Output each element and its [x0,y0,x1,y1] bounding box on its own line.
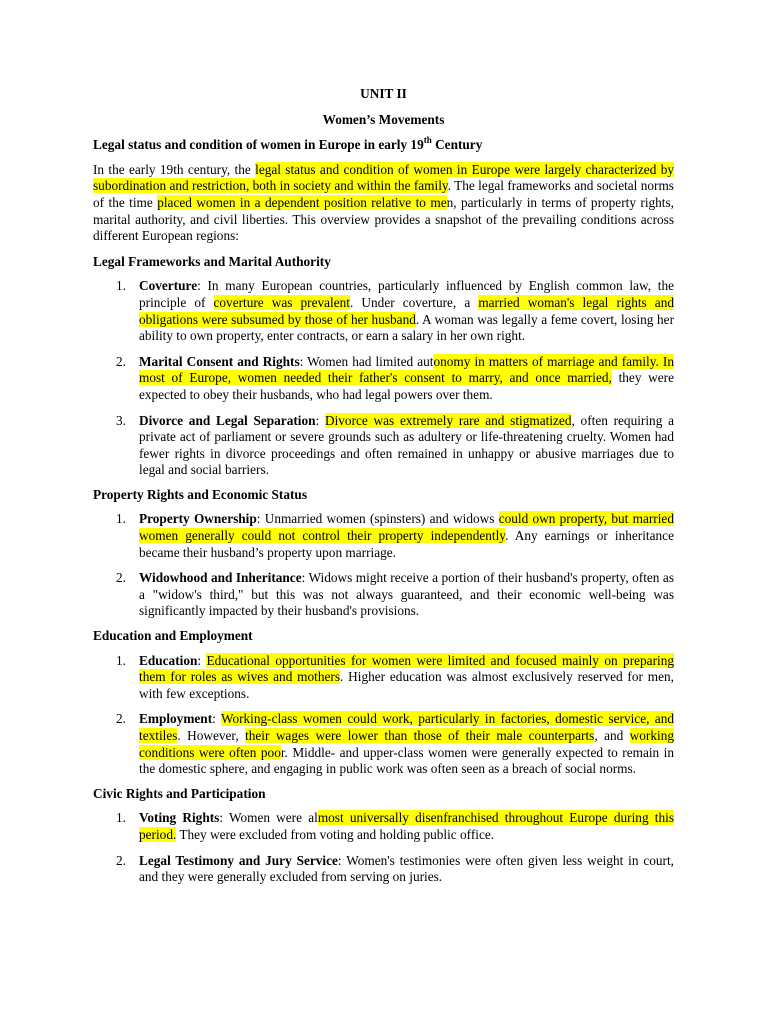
list-number: 1. [116,278,126,294]
list-number: 3. [116,412,126,428]
list-number: 2. [116,852,126,868]
item-text: : Women were al [219,810,318,826]
intro-highlight: legal status and condition of women in Europe were largely characterized by subordination and restriction, both in society and within the family [93,161,674,194]
item-text: . Higher education was almost exclusively reserved for men, with few exceptions. [139,669,674,701]
item-term: Voting Rights [139,810,220,826]
highlighted-text: working conditions were often poo [139,728,674,760]
item-text: . Any earnings or inheritance became their husband’s property upon marriage. [139,528,674,560]
item-text: they were expected to obey their husbands, who had legal powers over them. [139,370,674,402]
list-item [93,354,674,404]
section-heading: Civic Rights and Participation [93,785,266,801]
list-number: 1. [116,652,126,668]
section-heading: Legal Frameworks and Marital Authority [93,253,331,269]
item-text: : [212,711,221,727]
main-heading-text: Legal status and condition of women in Europe in early 19 [93,137,424,153]
list-item [93,653,674,703]
item-term: Divorce and Legal Separation [139,412,316,428]
list-item [93,511,674,561]
item-term: Legal Testimony and Jury Service [139,852,338,868]
main-heading-suffix: Century [431,137,483,153]
item-term: Employment [139,711,213,727]
item-text: : Unmarried women (spinsters) and widows [256,511,499,527]
item-text: : Women's testimonies were often given less weight in court, and they were generally excluded from serving on juries. [139,852,675,885]
item-term: Property Ownership [139,511,257,527]
numbered-list [93,511,674,620]
intro-text: . The legal frameworks and societal norms of the time [93,178,674,210]
list-item [93,853,674,886]
section-heading: Education and Employment [93,628,253,644]
highlighted-text: married woman's legal rights and obligations were subsumed by those of her husband [139,294,675,327]
highlighted-text: Working-class women could work, particularly in factories, domestic service, and textiles [139,711,674,743]
section-heading: Property Rights and Economic Status [93,486,307,502]
item-text: : [315,412,325,428]
item-text: , and [594,728,630,743]
numbered-list [93,810,674,885]
list-item [93,413,674,479]
item-text: : Women had limited aut [299,353,434,369]
intro-paragraph [93,162,674,245]
main-heading-superscript: th [423,134,432,145]
item-text: , often requiring a private act of parliament or severe grounds such as adultery or life-threatening cruelty. Women had fewer rights in divorce proceedings and often remained in unhappy or abusive marriages due to legal and social barriers. [139,412,674,478]
intro-text: n, particularly in terms of property rights, marital authority, and civil liberties. This overview provides a snapshot of the prevailing conditions across different European regions: [93,194,674,244]
highlighted-text: Educational opportunities for women were limited and focused mainly on preparing them for roles as wives and mothers [139,652,674,685]
numbered-list [93,278,674,479]
item-text: : In many European countries, particularly influenced by English common law, the principle of [139,278,674,310]
item-term: Education [139,652,198,668]
item-text: : [197,652,207,668]
highlighted-text: could own property, but married women generally could not control their property independently [139,511,674,544]
intro-text: In the early 19th century, the [93,161,256,177]
item-text: . A woman was legally a feme covert, losing her ability to own property, enter contracts, or earn a salary in her own right. [139,311,675,344]
item-text: . However, [177,728,246,743]
list-number: 2. [116,353,126,369]
item-text: . Under coverture, a [350,294,479,310]
highlighted-text: Divorce was extremely rare and stigmatized [324,412,572,428]
item-text: : Widows might receive a portion of their husband's property, often as a "widow's third," but this was not always guaranteed, and their economic well-being was significantly impacted by their husband's provisions. [139,570,674,619]
list-item [93,278,674,344]
highlighted-text: most universally disenfranchised throughout Europe during this period. [139,810,674,842]
unit-title: UNIT II [360,86,407,101]
item-term: Widowhood and Inheritance [139,570,302,586]
item-term: Coverture [139,278,198,294]
list-number: 2. [116,711,126,727]
list-number: 1. [116,810,126,826]
highlighted-text: coverture was prevalent [213,294,351,310]
item-text: r. Middle- and upper-class women were generally expected to remain in the domestic sphere, and engaging in public work was often seen as a breach of social norms. [139,744,674,777]
list-number: 1. [116,511,126,527]
document-subtitle: Women’s Movements [322,111,445,127]
list-number: 2. [116,570,126,586]
list-item [93,711,674,777]
sections-container [93,254,674,886]
item-text: They were excluded from voting and holding public office. [176,826,495,842]
main-heading [93,134,674,154]
list-item [93,570,674,620]
intro-highlight: placed women in a dependent position relative to me [157,194,447,210]
highlighted-text: their wages were lower than those of their male counterparts [245,728,595,743]
item-term: Marital Consent and Rights [139,353,300,369]
numbered-list [93,653,674,778]
document-page [93,86,674,894]
highlighted-text: onomy in matters of marriage and family. In most of Europe, women needed their father's consent to marry, and once married, [139,353,674,386]
list-item [93,810,674,843]
